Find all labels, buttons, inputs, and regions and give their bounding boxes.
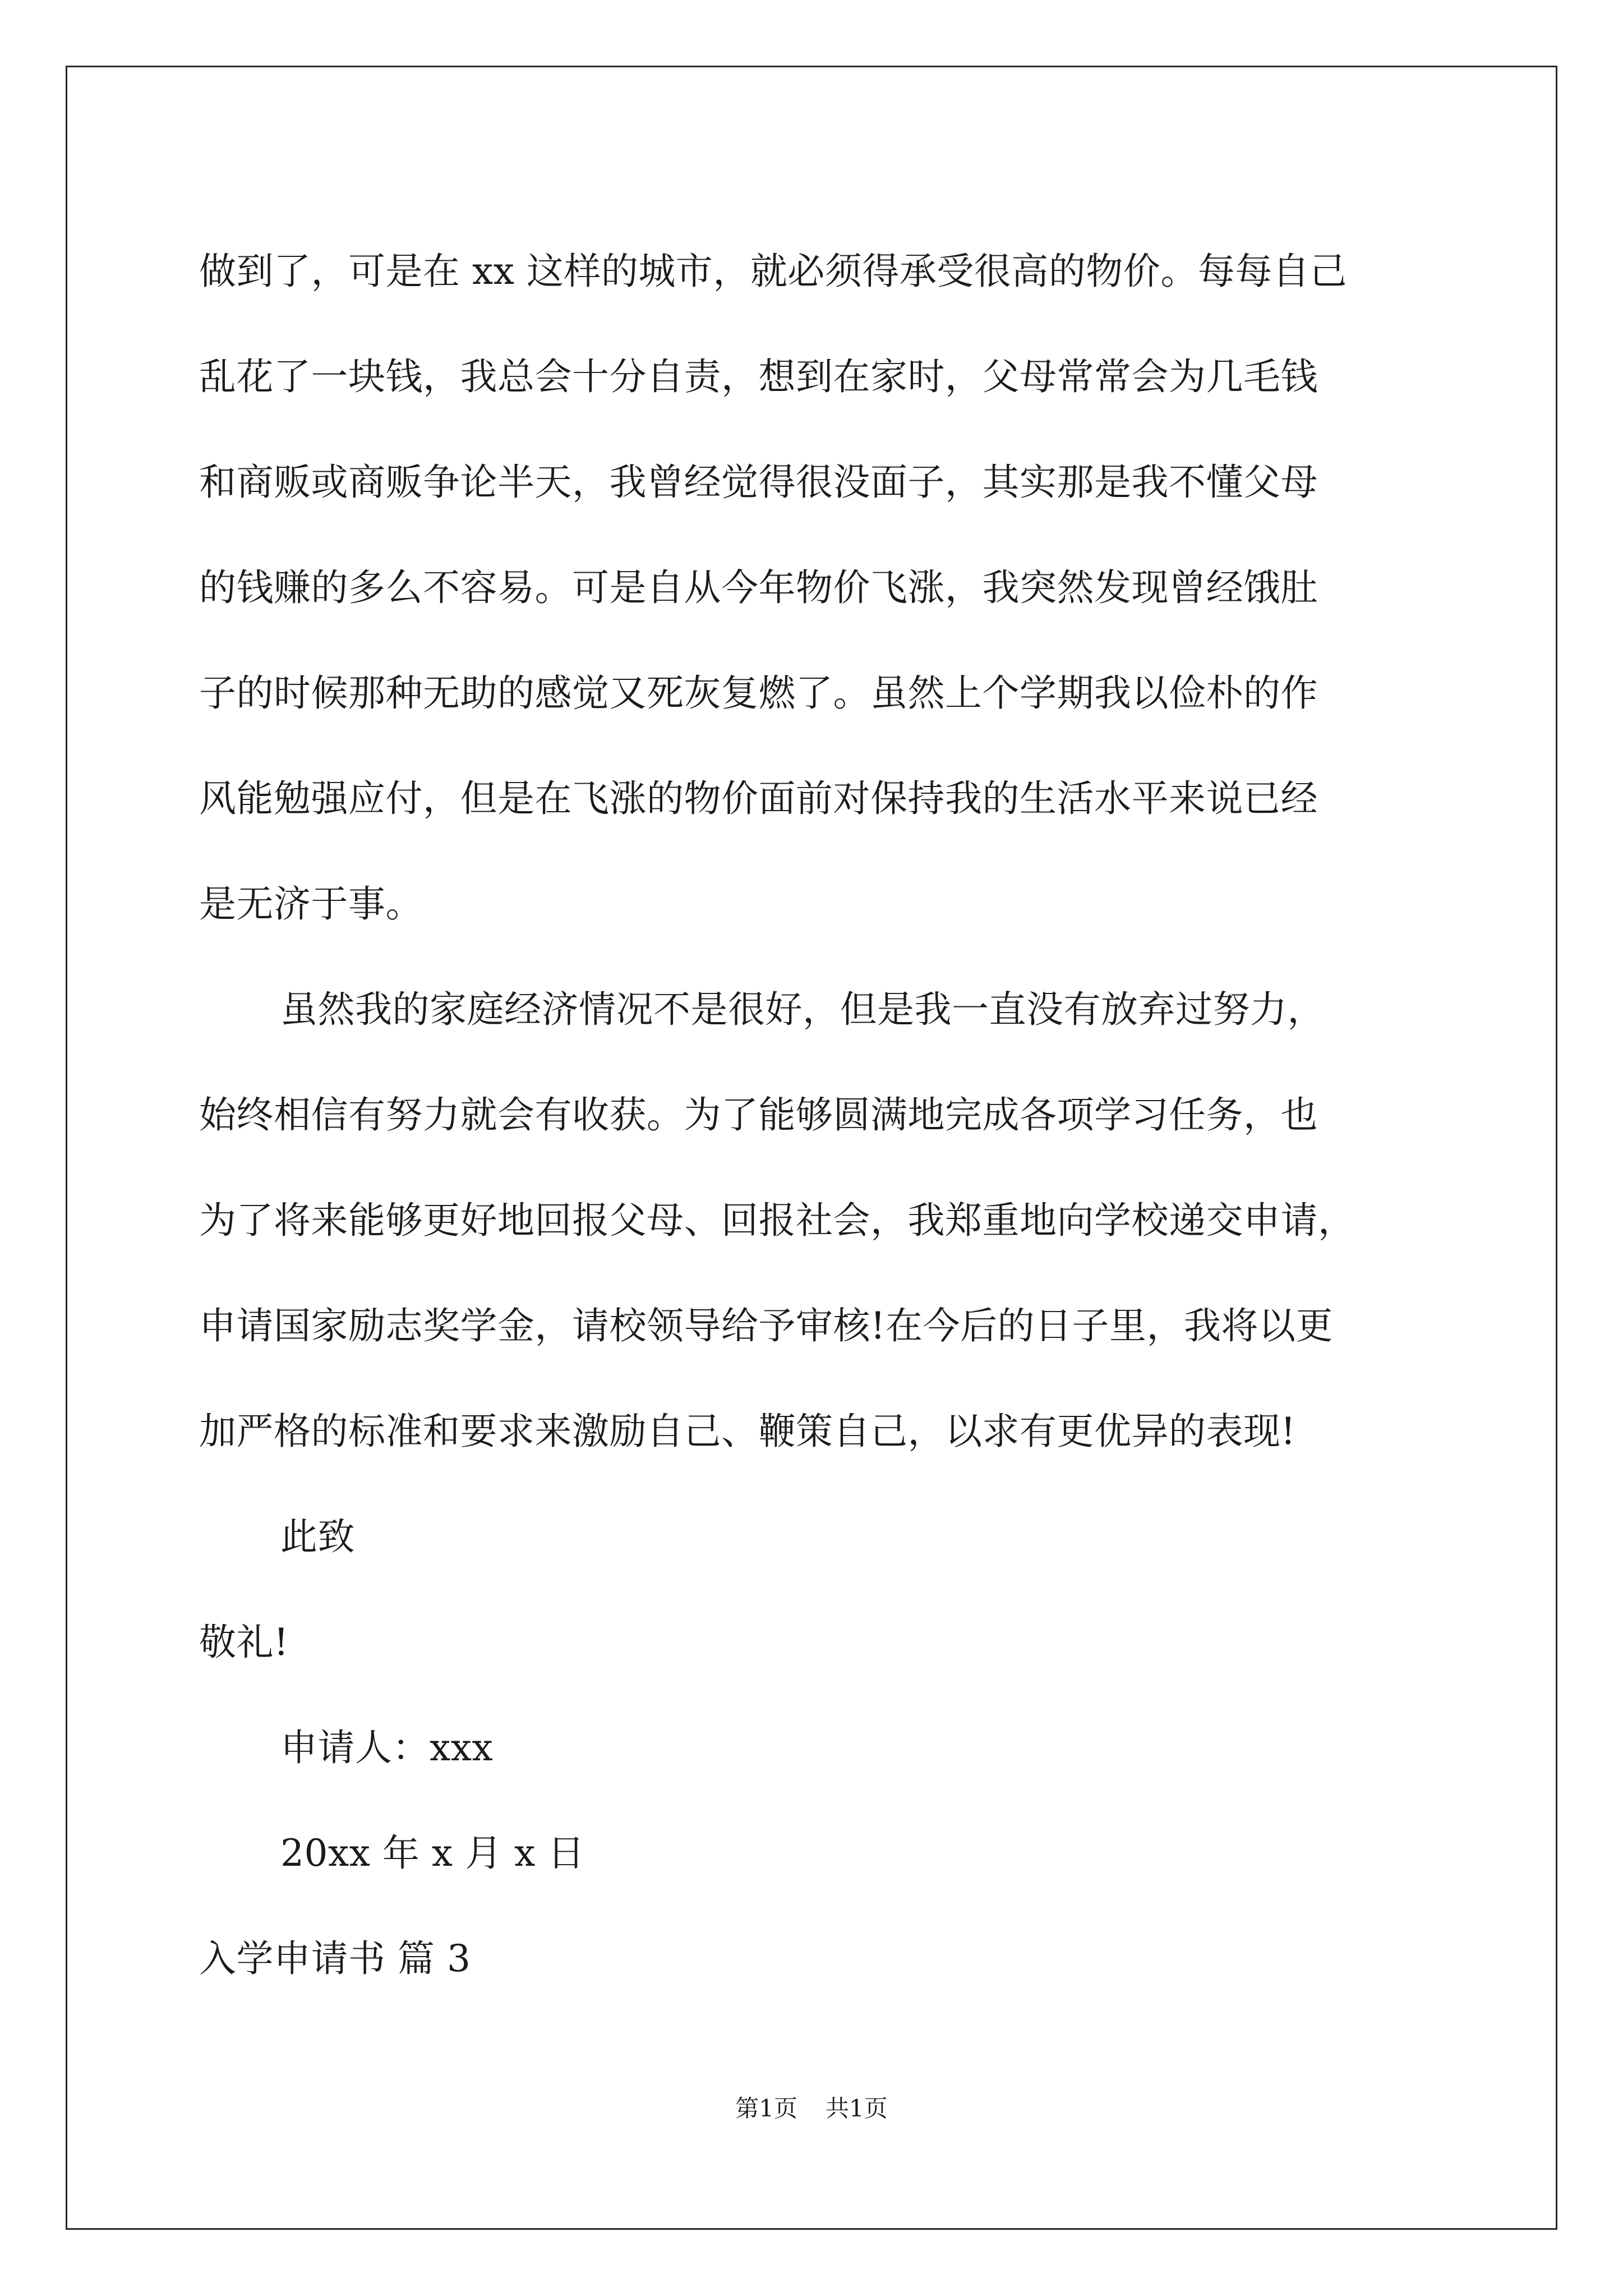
section-heading: 入学申请书 篇 3 bbox=[199, 1937, 471, 1980]
body-line-11: 申请国家励志奖学金，请校领导给予审核!在今后的日子里，我将以更 bbox=[199, 1304, 1334, 1347]
body-line-2: 乱花了一块钱，我总会十分自责，想到在家时，父母常常会为几毛钱 bbox=[199, 355, 1318, 398]
body-line-4: 的钱赚的多么不容易。可是自从今年物价飞涨，我突然发现曾经饿肚 bbox=[199, 566, 1318, 609]
page-footer bbox=[0, 2092, 1623, 2125]
page-number-total: 共1页 bbox=[826, 2095, 888, 2122]
closing-salutation: 此致 bbox=[280, 1515, 355, 1558]
document-body bbox=[199, 219, 1444, 2012]
body-line-1: 做到了，可是在 xx 这样的城市，就必须得承受很高的物价。每每自己 bbox=[199, 250, 1347, 293]
body-line-6: 风能勉强应付，但是在飞涨的物价面前对保持我的生活水平来说已经 bbox=[199, 777, 1318, 820]
page-number-current: 第1页 bbox=[735, 2095, 797, 2122]
body-line-12: 加严格的标准和要求来激励自己、鞭策自己，以求有更优异的表现! bbox=[199, 1410, 1296, 1453]
closing-regards: 敬礼! bbox=[199, 1621, 289, 1664]
body-line-8: 虽然我的家庭经济情况不是很好，但是我一直没有放弃过努力， bbox=[280, 988, 1325, 1031]
body-line-7: 是无济于事。 bbox=[199, 882, 423, 926]
body-line-3: 和商贩或商贩争论半天，我曾经觉得很没面子，其实那是我不懂父母 bbox=[199, 461, 1318, 504]
date-line: 20xx 年 x 月 x 日 bbox=[280, 1832, 585, 1875]
applicant-signature: 申请人：xxx bbox=[280, 1726, 494, 1769]
body-line-9: 始终相信有努力就会有收获。为了能够圆满地完成各项学习任务，也 bbox=[199, 1093, 1318, 1137]
body-line-10: 为了将来能够更好地回报父母、回报社会，我郑重地向学校递交申请， bbox=[199, 1199, 1355, 1242]
body-line-5: 子的时候那种无助的感觉又死灰复燃了。虽然上个学期我以俭朴的作 bbox=[199, 671, 1318, 715]
